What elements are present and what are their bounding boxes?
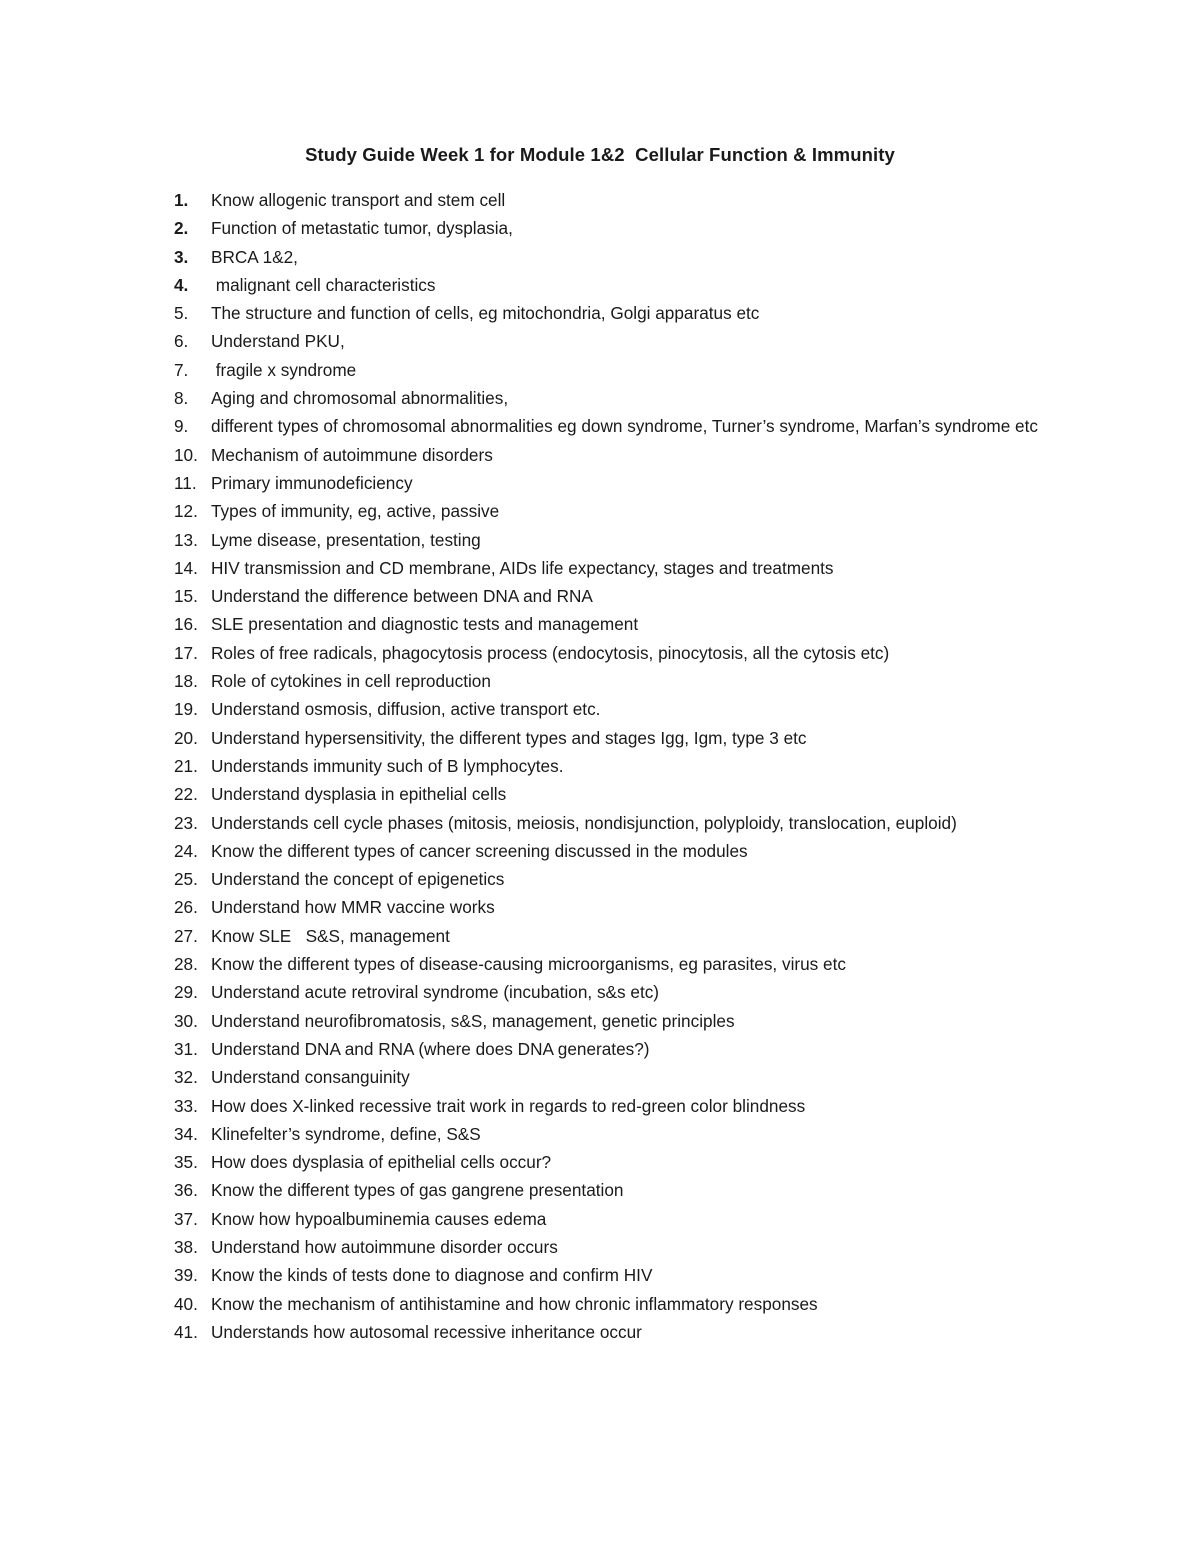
list-item-number: 6. [174, 331, 189, 352]
list-item [174, 356, 1074, 384]
list-item [174, 469, 1074, 497]
list-item [174, 186, 1074, 214]
list-item-text: Understand DNA and RNA (where does DNA generates?) [211, 1038, 650, 1059]
list-item-text: Understand PKU, [211, 331, 345, 352]
list-item-number: 35. [174, 1152, 198, 1173]
list-item [174, 610, 1074, 638]
list-item-text: Lyme disease, presentation, testing [211, 529, 481, 550]
list-item-number: 36. [174, 1180, 198, 1201]
list-item-text: How does dysplasia of epithelial cells occur? [211, 1152, 552, 1173]
list-item-number: 29. [174, 982, 198, 1003]
list-item-text: Know how hypoalbuminemia causes edema [211, 1208, 547, 1229]
list-item-text: Understand how autoimmune disorder occurs [211, 1236, 558, 1257]
list-item-number: 16. [174, 614, 198, 635]
list-item [174, 1063, 1074, 1091]
list-item [174, 384, 1074, 412]
list-item-number: 18. [174, 671, 198, 692]
list-item-number: 28. [174, 954, 198, 975]
list-item-number: 39. [174, 1265, 198, 1286]
list-item-text: Aging and chromosomal abnormalities, [211, 388, 509, 409]
list-item-text: Understand how MMR vaccine works [211, 897, 495, 918]
list-item [174, 893, 1074, 921]
list-item [174, 1148, 1074, 1176]
list-item-number: 27. [174, 925, 198, 946]
list-item-number: 12. [174, 501, 198, 522]
list-item-text: Role of cytokines in cell reproduction [211, 671, 491, 692]
list-item-number: 33. [174, 1095, 198, 1116]
list-item-number: 24. [174, 840, 198, 861]
list-item-number: 40. [174, 1293, 198, 1314]
list-item-text: Function of metastatic tumor, dysplasia, [211, 218, 513, 239]
list-item-text: Mechanism of autoimmune disorders [211, 444, 493, 465]
list-item-number: 1. [174, 190, 189, 210]
list-item [174, 1176, 1074, 1204]
list-item-text: different types of chromosomal abnormalities eg down syndrome, Turner’s syndrome, Marfan’s syndrome etc [211, 416, 1038, 437]
list-item [174, 497, 1074, 525]
list-item [174, 837, 1074, 865]
list-item [174, 1205, 1074, 1233]
list-item [174, 950, 1074, 978]
list-item [174, 1318, 1074, 1346]
list-item-text: Understand dysplasia in epithelial cells [211, 784, 507, 805]
list-item [174, 214, 1074, 242]
list-item-text: malignant cell characteristics [211, 274, 436, 295]
list-item-number: 31. [174, 1038, 198, 1059]
list-item-number: 15. [174, 586, 198, 607]
list-item [174, 780, 1074, 808]
list-item [174, 271, 1074, 299]
list-item-text: HIV transmission and CD membrane, AIDs life expectancy, stages and treatments [211, 557, 834, 578]
list-item-number: 14. [174, 557, 198, 578]
list-item [174, 1035, 1074, 1063]
list-item-text: Understands immunity such of B lymphocytes. [211, 755, 564, 776]
list-item-number: 34. [174, 1123, 198, 1144]
list-item [174, 752, 1074, 780]
list-item [174, 299, 1074, 327]
list-item-text: BRCA 1&2, [211, 246, 298, 267]
list-item-number: 13. [174, 529, 198, 550]
list-item-number: 8. [174, 388, 189, 409]
list-item [174, 441, 1074, 469]
page-title: Study Guide Week 1 for Module 1&2 Cellular Function & Immunity [305, 144, 895, 165]
list-item [174, 412, 1074, 440]
study-guide-list [174, 186, 1074, 1346]
list-item [174, 809, 1074, 837]
list-item-text: Know allogenic transport and stem cell [211, 190, 506, 210]
list-item-number: 19. [174, 699, 198, 720]
list-item [174, 639, 1074, 667]
list-item [174, 667, 1074, 695]
list-item [174, 1290, 1074, 1318]
list-item-number: 38. [174, 1236, 198, 1257]
list-item-text: Understand the concept of epigenetics [211, 869, 505, 890]
list-item [174, 526, 1074, 554]
list-item [174, 1120, 1074, 1148]
list-item-text: Know the different types of gas gangrene presentation [211, 1180, 624, 1201]
list-item-text: Primary immunodeficiency [211, 472, 413, 493]
list-item-number: 22. [174, 784, 198, 805]
list-item-number: 4. [174, 274, 189, 295]
list-item [174, 243, 1074, 271]
list-item-number: 11. [174, 472, 197, 493]
list-item-text: The structure and function of cells, eg mitochondria, Golgi apparatus etc [211, 303, 760, 324]
list-item-text: Roles of free radicals, phagocytosis process (endocytosis, pinocytosis, all the cytosis etc) [211, 642, 890, 663]
list-item [174, 865, 1074, 893]
list-item-number: 41. [174, 1321, 198, 1342]
list-item-number: 9. [174, 416, 189, 437]
list-item-number: 32. [174, 1067, 198, 1088]
list-item-text: fragile x syndrome [211, 359, 357, 380]
list-item [174, 1261, 1074, 1289]
list-item-number: 26. [174, 897, 198, 918]
list-item-text: Know SLE S&S, management [211, 925, 450, 946]
list-item-text: Understand hypersensitivity, the different types and stages Igg, Igm, type 3 etc [211, 727, 807, 748]
list-item-number: 37. [174, 1208, 198, 1229]
list-item-number: 2. [174, 218, 189, 239]
list-item-number: 20. [174, 727, 198, 748]
list-item-text: How does X-linked recessive trait work in regards to red-green color blindness [211, 1095, 806, 1116]
list-item-text: Know the kinds of tests done to diagnose and confirm HIV [211, 1265, 653, 1286]
list-item-text: Know the different types of cancer screening discussed in the modules [211, 840, 748, 861]
list-item-text: Understand neurofibromatosis, s&S, management, genetic principles [211, 1010, 735, 1031]
list-item-text: Understand the difference between DNA and RNA [211, 586, 593, 607]
list-item-text: Know the different types of disease-causing microorganisms, eg parasites, virus etc [211, 954, 846, 975]
list-item [174, 1092, 1074, 1120]
list-item-text: Understand acute retroviral syndrome (incubation, s&s etc) [211, 982, 660, 1003]
list-item-text: Understand osmosis, diffusion, active transport etc. [211, 699, 601, 720]
list-item-number: 21. [174, 755, 198, 776]
list-item [174, 554, 1074, 582]
list-item-text: Know the mechanism of antihistamine and how chronic inflammatory responses [211, 1293, 818, 1314]
list-item-number: 23. [174, 812, 198, 833]
list-item-number: 17. [174, 642, 198, 663]
list-item [174, 724, 1074, 752]
list-item-number: 30. [174, 1010, 198, 1031]
list-item [174, 922, 1074, 950]
list-item [174, 327, 1074, 355]
list-item-text: Klinefelter’s syndrome, define, S&S [211, 1123, 481, 1144]
list-item [174, 978, 1074, 1006]
list-item-text: Understands how autosomal recessive inheritance occur [211, 1321, 642, 1342]
list-item-text: SLE presentation and diagnostic tests and management [211, 614, 639, 635]
list-item-number: 3. [174, 246, 189, 267]
list-item-text: Understands cell cycle phases (mitosis, meiosis, nondisjunction, polyploidy, translocation, euploid) [211, 812, 957, 833]
list-item [174, 582, 1074, 610]
list-item [174, 1233, 1074, 1261]
list-item-number: 7. [174, 359, 189, 380]
list-item [174, 695, 1074, 723]
list-item [174, 1007, 1074, 1035]
list-item-text: Types of immunity, eg, active, passive [211, 501, 500, 522]
list-item-text: Understand consanguinity [211, 1067, 410, 1088]
list-item-number: 10. [174, 444, 198, 465]
list-item-number: 25. [174, 869, 198, 890]
list-item-number: 5. [174, 303, 189, 324]
